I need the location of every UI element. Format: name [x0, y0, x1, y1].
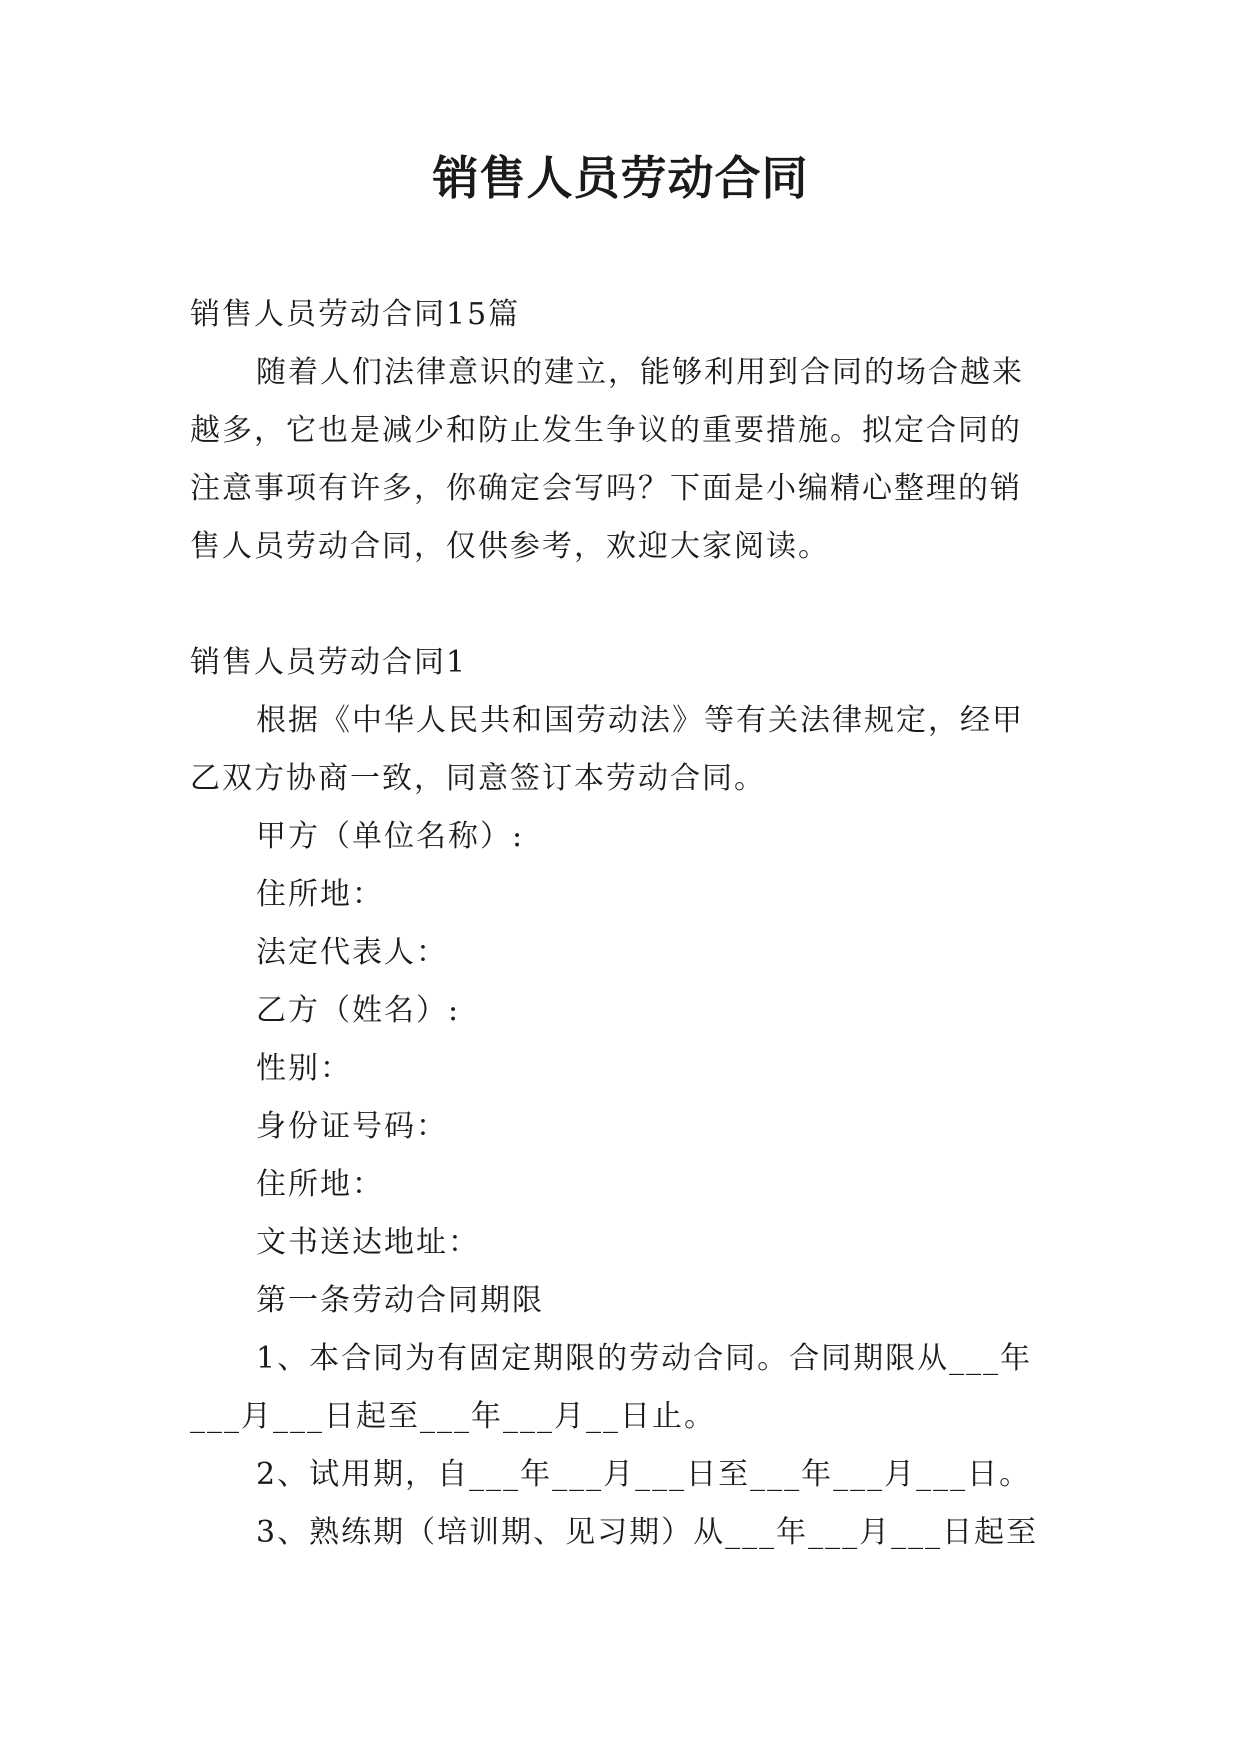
field-legal-representative: 法定代表人：: [256, 935, 448, 970]
clause-line: 3、熟练期（培训期、见习期）从___年___月___日起至: [256, 1515, 1039, 1550]
document-subtitle: 销售人员劳动合同15篇: [190, 297, 521, 332]
field-delivery-address: 文书送达地址：: [256, 1225, 480, 1260]
clause-line: 1、本合同为有固定期限的劳动合同。合同期限从___年: [256, 1341, 1033, 1376]
field-gender: 性别：: [256, 1051, 352, 1086]
document-title: 销售人员劳动合同: [432, 151, 809, 205]
intro-line: 注意事项有许多，你确定会写吗？下面是小编精心整理的销: [190, 471, 1022, 506]
clause-line: 2、试用期，自___年___月___日至___年___月___日。: [256, 1457, 1032, 1492]
intro-line: 售人员劳动合同，仅供参考，欢迎大家阅读。: [190, 529, 830, 564]
preamble-line: 乙双方协商一致，同意签订本劳动合同。: [190, 761, 766, 796]
field-party-a-address: 住所地：: [256, 877, 384, 912]
field-party-b-name: 乙方（姓名）:: [256, 993, 461, 1028]
field-party-a-name: 甲方（单位名称）:: [256, 819, 525, 854]
paragraph-gap: [190, 576, 1052, 634]
section-heading: 销售人员劳动合同1: [190, 645, 468, 680]
article-heading: 第一条劳动合同期限: [256, 1283, 544, 1318]
preamble-line: 根据《中华人民共和国劳动法》等有关法律规定，经甲: [256, 703, 1024, 738]
document-body: [190, 286, 1052, 1562]
intro-line: 随着人们法律意识的建立，能够利用到合同的场合越来: [256, 355, 1024, 390]
field-party-b-address: 住所地：: [256, 1167, 384, 1202]
field-id-number: 身份证号码：: [256, 1109, 448, 1144]
intro-line: 越多，它也是减少和防止发生争议的重要措施。拟定合同的: [190, 413, 1022, 448]
clause-line: ___月___日起至___年___月__日止。: [190, 1399, 716, 1434]
